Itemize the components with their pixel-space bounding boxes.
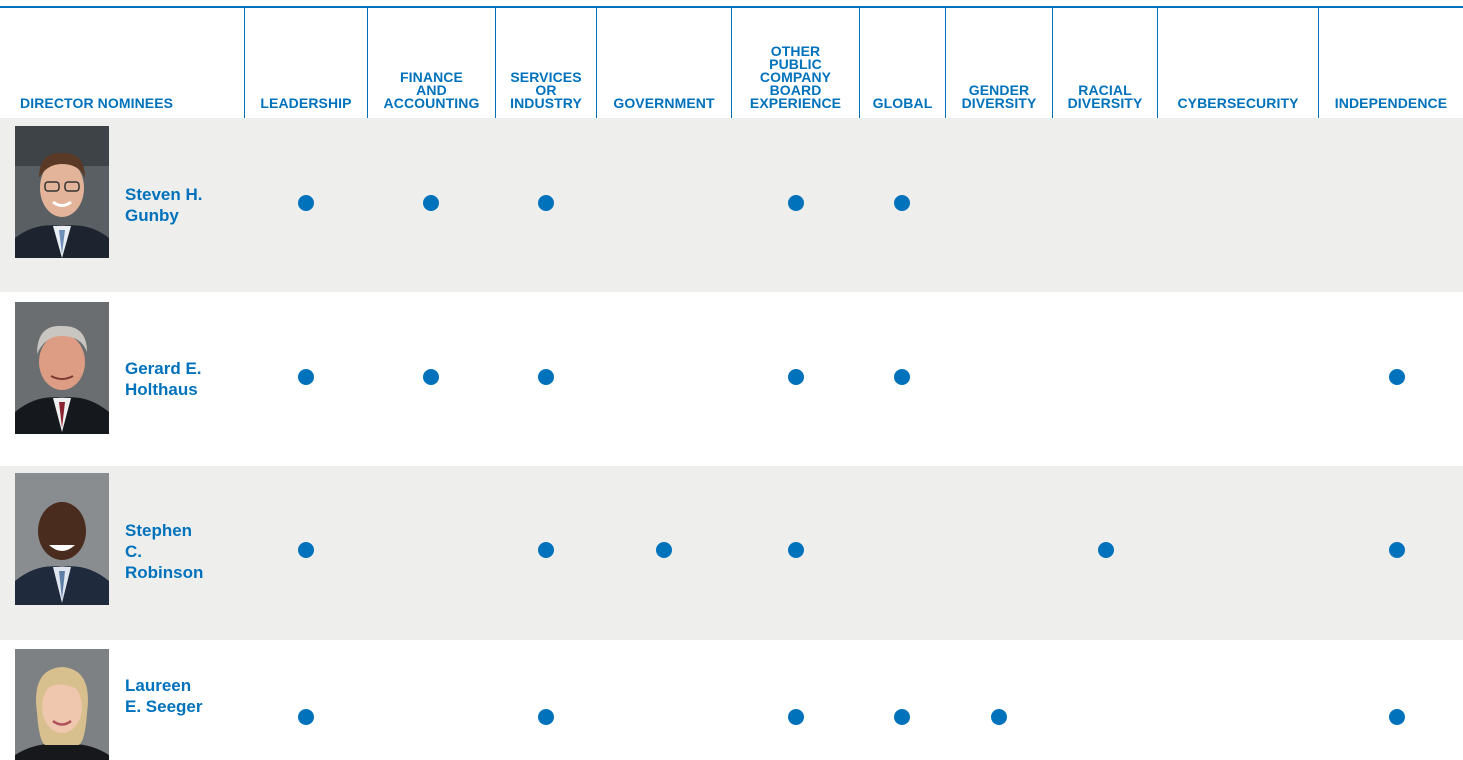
- skill-marker-leadership: [298, 709, 314, 725]
- column-header-other-public-company-board-experience: OTHER PUBLIC COMPANY BOARD EXPERIENCE: [749, 43, 842, 111]
- skill-marker-public-board: [788, 709, 804, 725]
- nominee-row: [0, 118, 1463, 292]
- skill-marker-leadership: [298, 369, 314, 385]
- skill-marker-services: [538, 369, 554, 385]
- skill-marker-global: [894, 195, 910, 211]
- skill-marker-public-board: [788, 195, 804, 211]
- column-header-cybersecurity: CYBERSECURITY: [1177, 95, 1299, 111]
- column-header-services-or-industry: SERVICES OR INDUSTRY: [510, 69, 582, 111]
- portrait-photo-man-gray-hair: [15, 302, 109, 434]
- nominee-row: [0, 640, 1463, 760]
- table-header: [0, 0, 1463, 118]
- column-header-director-nominees: DIRECTOR NOMINEES: [20, 95, 174, 111]
- nominee-name: Laureen E. Seeger: [125, 676, 203, 716]
- skill-marker-government: [656, 542, 672, 558]
- skill-marker-racial-diversity: [1098, 542, 1114, 558]
- skill-marker-global: [894, 369, 910, 385]
- column-header-leadership: LEADERSHIP: [260, 95, 352, 111]
- skill-marker-public-board: [788, 542, 804, 558]
- column-header-independence: INDEPENDENCE: [1334, 95, 1448, 111]
- skill-marker-independence: [1389, 542, 1405, 558]
- skill-marker-finance: [423, 195, 439, 211]
- portrait-photo-man-smiling: [15, 473, 109, 605]
- nominee-name: Stephen C. Robinson: [125, 521, 204, 582]
- skill-marker-independence: [1389, 369, 1405, 385]
- column-header-global: GLOBAL: [872, 95, 933, 111]
- skill-marker-independence: [1389, 709, 1405, 725]
- column-header-finance-and-accounting: FINANCE AND ACCOUNTING: [383, 69, 480, 111]
- column-header-government: GOVERNMENT: [613, 95, 715, 111]
- skill-marker-leadership: [298, 542, 314, 558]
- column-header-gender-diversity: GENDER DIVERSITY: [961, 82, 1037, 111]
- skill-marker-services: [538, 195, 554, 211]
- portrait-photo-man-glasses: [15, 126, 109, 258]
- skill-marker-services: [538, 542, 554, 558]
- skill-marker-global: [894, 709, 910, 725]
- skill-marker-leadership: [298, 195, 314, 211]
- nominee-name: Steven H. Gunby: [125, 185, 203, 225]
- skill-marker-finance: [423, 369, 439, 385]
- skill-marker-services: [538, 709, 554, 725]
- skill-marker-gender-diversity: [991, 709, 1007, 725]
- portrait-photo-woman-blonde: [15, 649, 109, 760]
- nominee-row: [0, 292, 1463, 466]
- column-header-racial-diversity: RACIAL DIVERSITY: [1067, 82, 1143, 111]
- nominee-row: [0, 466, 1463, 640]
- nominee-name: Gerard E. Holthaus: [125, 359, 202, 399]
- skill-marker-public-board: [788, 369, 804, 385]
